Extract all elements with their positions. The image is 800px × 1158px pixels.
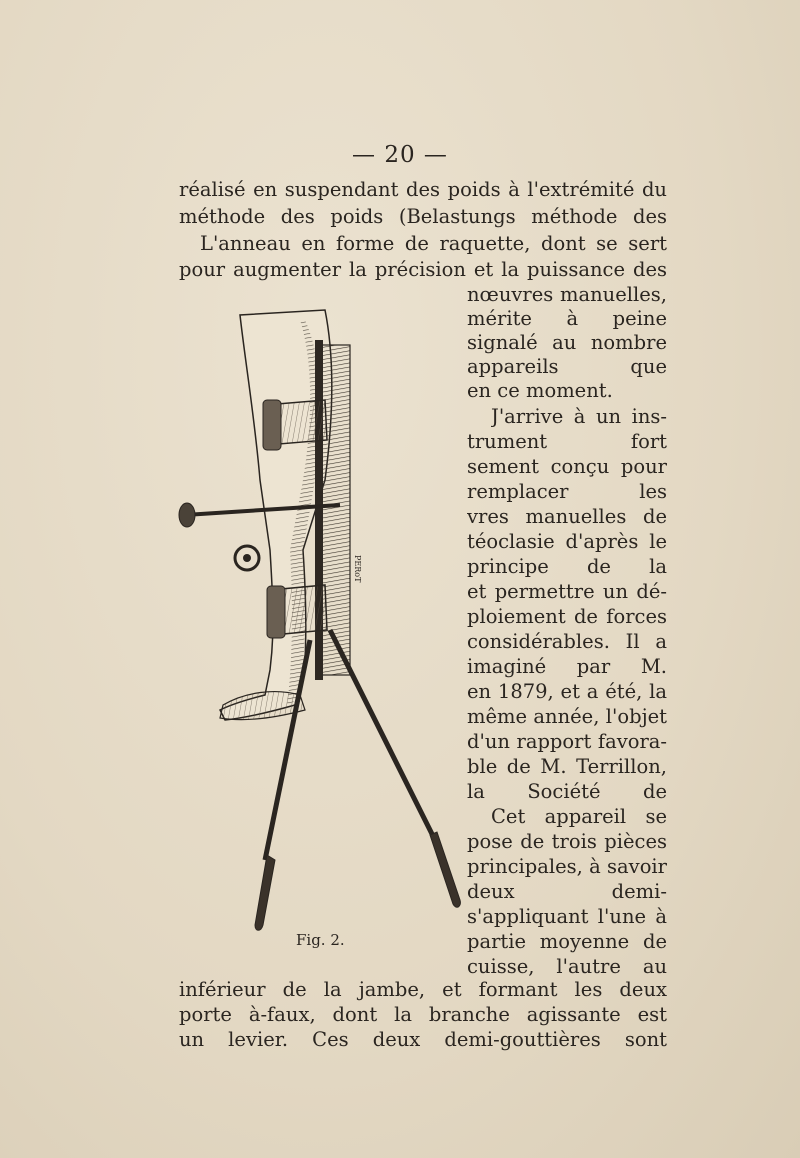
text-line: remplacer les	[467, 480, 667, 503]
engraver-signature: PERoT	[353, 555, 362, 583]
text-line: téoclasie d'après le	[467, 530, 667, 553]
text-line: trument fort	[467, 430, 667, 453]
text-line: principe de la	[467, 555, 667, 578]
text-line: en ce moment.	[467, 379, 613, 402]
lever-bar-right	[330, 630, 435, 840]
text-line: cuisse, l'autre au	[467, 955, 667, 978]
text-line: signalé au nombre	[467, 331, 667, 354]
text-line: ble de M. Terrillon,	[467, 755, 667, 778]
lever-handle-right	[430, 832, 460, 907]
figure-caption: Fig. 2.	[296, 931, 345, 949]
text-line: méthode des poids (Belastungs méthode des	[179, 205, 667, 228]
text-line: s'appliquant l'une à	[467, 905, 667, 928]
text-line: Cet appareil se	[491, 805, 667, 828]
text-line: vres manuelles de	[467, 505, 667, 528]
text-line: pose de trois pièces	[467, 830, 667, 853]
text-line: ploiement de forces	[467, 605, 667, 628]
text-line: L'anneau en forme de raquette, dont se sert	[200, 232, 667, 255]
text-line: imaginé par M.	[467, 655, 667, 678]
text-line: porte à-faux, dont la branche agissante est	[179, 1003, 667, 1026]
text-line: d'un rapport favora-	[467, 730, 667, 753]
text-line: mérite à peine	[467, 307, 667, 330]
lever-handle-left	[255, 855, 275, 930]
text-line: la Société de	[467, 780, 667, 803]
text-line: principales, à savoir	[467, 855, 667, 878]
osteoclast-apparatus-figure	[175, 300, 465, 960]
text-line: considérables. Il a	[467, 630, 667, 653]
text-line: inférieur de la jambe, et formant les deux	[179, 978, 667, 1001]
text-line: deux demi-	[467, 880, 667, 903]
screw-handle	[179, 503, 195, 527]
text-line: partie moyenne de	[467, 930, 667, 953]
text-line: J'arrive à un ins-	[491, 405, 667, 428]
text-line: pour augmenter la précision et la puissance des	[179, 258, 667, 281]
text-line: nœuvres manuelles,	[467, 283, 667, 306]
text-line: réalisé en suspendant des poids à l'extrémité du	[179, 178, 667, 201]
text-line: appareils que	[467, 355, 667, 378]
text-line: sement conçu pour	[467, 455, 667, 478]
text-line: en 1879, et a été, la	[467, 680, 667, 703]
text-line: un levier. Ces deux demi-gouttières sont	[179, 1028, 667, 1051]
text-line: et permettre un dé-	[467, 580, 667, 603]
page-number: — 20 —	[352, 142, 448, 168]
text-line: même année, l'objet	[467, 705, 667, 728]
